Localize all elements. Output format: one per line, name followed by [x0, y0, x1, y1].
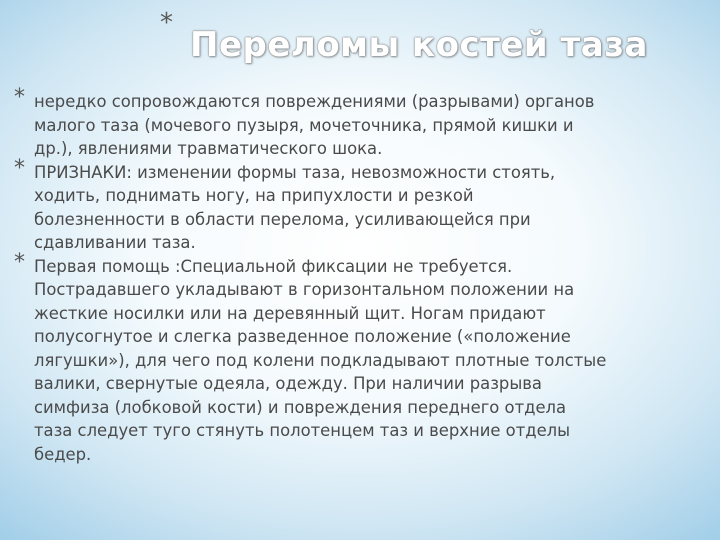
- bullet-asterisk-icon: *: [14, 85, 25, 110]
- bullet-text: Первая помощь :Специальной фиксации не требуется. Пострадавшего укладывают в горизонтальном положении на жесткие носилки или на деревянный щит. Ногам придают полусогнутое и слегка разведенное положение («положение лягушки»), для чего под колени подкладывают плотные толстые валики, свернутые одеяла, одежду. При наличии разрыва симфиза (лобковой кости) и повреждения переднего отдела таза следует туго стянуть полотенцем таз и верхние отделы бедер.: [34, 256, 607, 464]
- bullet-text: нередко сопровождаются повреждениями (разрывами) органов малого таза (мочевого пузыря, мочеточника, прямой кишки и др.), явлениями травматического шока.: [34, 92, 595, 158]
- title-asterisk-icon: *: [160, 8, 173, 38]
- bullet-item: [14, 85, 704, 161]
- bullet-asterisk-icon: *: [14, 249, 25, 275]
- slide-title: Переломы костей таза: [190, 25, 648, 65]
- bullet-text: ПРИЗНАКИ: изменении формы таза, невозможности стоять, ходить, поднимать ногу, на припухлости и резкой болезненности в области перелома, усиливающейся при сдавливании таза.: [34, 162, 556, 252]
- bullet-item: [14, 249, 704, 467]
- slide-body: [14, 85, 704, 466]
- slide-title-row: [160, 6, 705, 68]
- bullet-item: [14, 155, 704, 255]
- bullet-asterisk-icon: *: [14, 155, 25, 181]
